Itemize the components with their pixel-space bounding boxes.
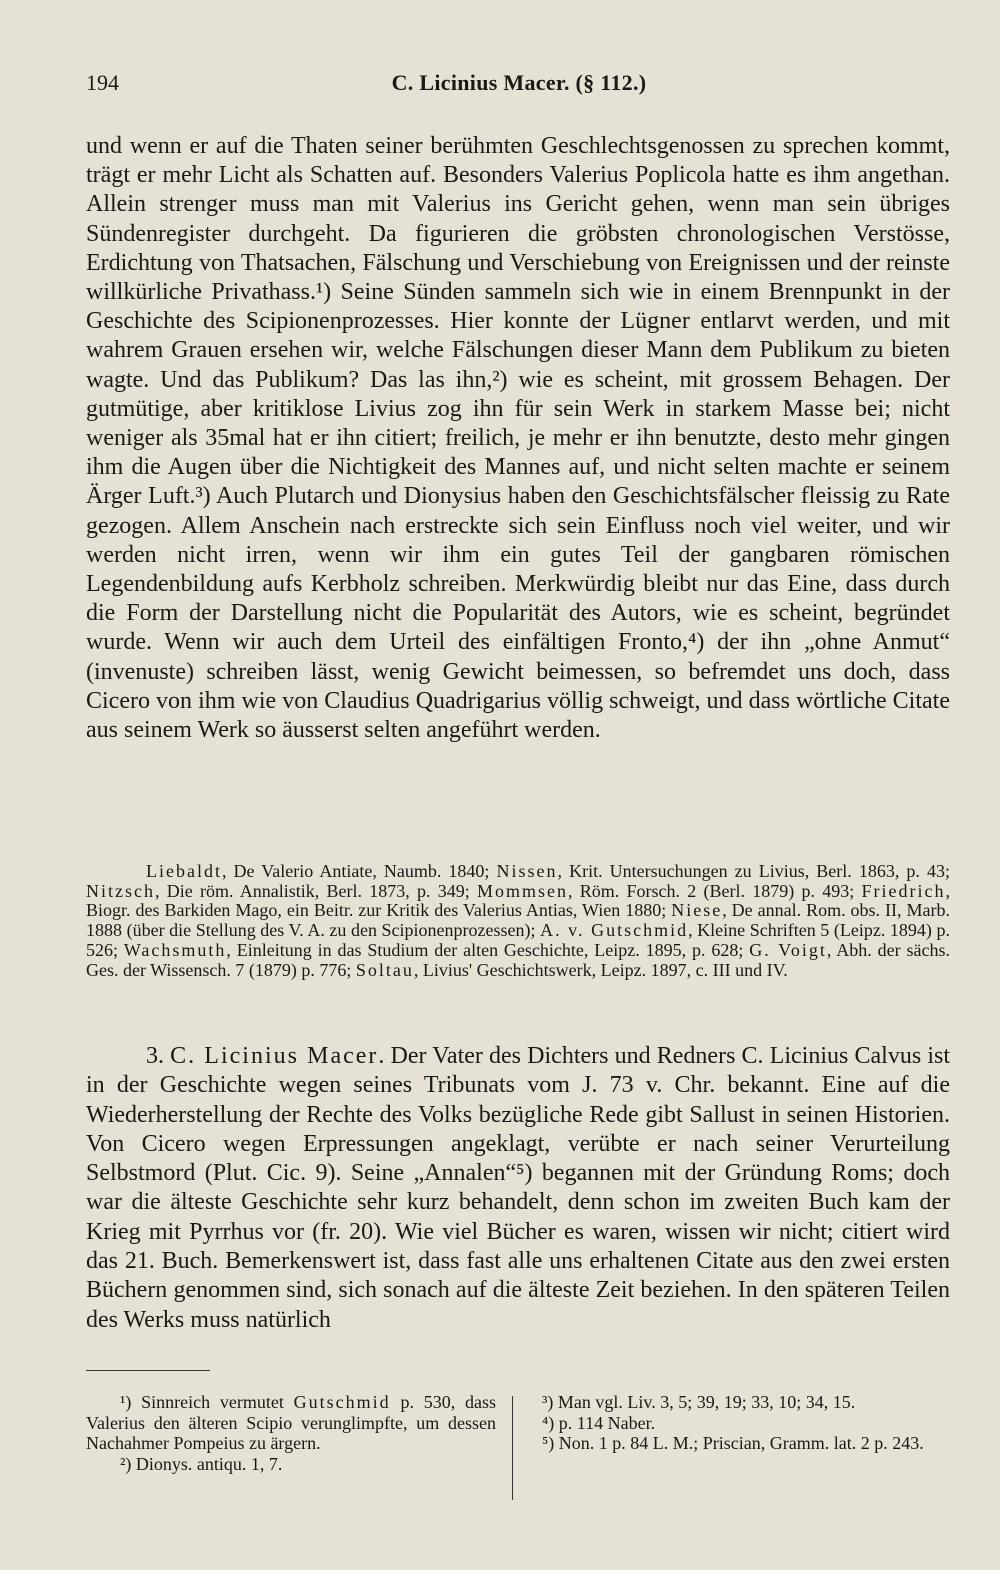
lit-author: Soltau <box>355 959 414 980</box>
lit-author: Niese <box>671 900 723 921</box>
footnote-2: ²) Dionys. antiqu. 1, 7. <box>120 1453 283 1474</box>
section-heading-name: C. Licinius Macer <box>170 1043 379 1069</box>
footnote-5: ⁵) Non. 1 p. 84 L. M.; Priscian, Gramm. lat. 2 p. 243. <box>542 1433 924 1453</box>
footnote-1-author: Gutschmid <box>293 1392 391 1412</box>
section-number: 3. <box>146 1043 171 1069</box>
lit-author: Wachsmuth <box>123 939 227 960</box>
section-paragraph <box>86 1042 950 1335</box>
running-head: C. Licinius Macer. (§ 112.) <box>391 70 647 95</box>
footnote-column-divider <box>512 1396 513 1500</box>
lit-author: Nissen <box>496 861 558 881</box>
lit-text: , De annal. Rom. obs. II, Marb. 1888 (über die Stellung des V. A. zu den Scipionenprozessen); <box>86 900 950 941</box>
lit-author: Friedrich <box>861 880 946 901</box>
main-paragraph: und wenn er auf die Thaten seiner berühmten Geschlechtsgenossen zu sprechen kommt, trägt er mehr Licht als Schatten auf. Besonders Valerius Poplicola hatte es ihm angethan. Allein strenger muss man mit Valerius ins Gericht gehen, wenn man sein übriges Sündenregister durchgeht. Da figurieren die gröbsten chronologischen Verstösse, Erdichtung von Thatsachen, Fälschung und Verschiebung von Ereignissen und der reinste willkürliche Privathass.¹) Seine Sünden sammeln sich wie in einem Brennpunkt in der Geschichte des Scipionenprozesses. Hier konnte der Lügner entlarvt werden, und mit wahrem Grauen ersehen wir, welche Fälschungen dieser Mann dem Publikum zu bieten wagte. Und das Publikum? Das las ihn,²) wie es scheint, mit grossem Behagen. Der gutmütige, aber kritiklose Livius zog ihn für sein Werk in starkem Masse bei; nicht weniger als 35mal hat er ihn citiert; freilich, je mehr er ihn benutzte, desto mehr gingen ihm die Augen über die Nichtigkeit des Mannes auf, und nicht selten machte er seinem Ärger Luft.³) Auch Plutarch und Dionysius haben den Geschichtsfälscher fleissig zu Rate gezogen. Allem Anschein nach erstreckte sich sein Einfluss noch viel weiter, und wir werden nicht irren, wenn wir ihm ein gutes Teil der gangbaren römischen Legendenbildung aufs Kerbholz schreiben. Merkwürdig bleibt nur das Eine, dass durch die Form der Darstellung nicht die Popularität des Autors, wie es scheint, begründet wurde. Wenn wir auch dem Urteil des einfältigen Fronto,⁴) der ihn „ohne Anmut“ (invenuste) schreiben lässt, wenig Gewicht beimessen, so befremdet uns doch, dass Cicero von ihm wie von Claudius Quadrigarius völlig schweigt, und dass wörtliche Citate aus seinem Werk so äusserst selten angeführt werden. <box>86 133 950 744</box>
lit-text: , Abh. der sächs. Ges. der Wissensch. 7 (1879) p. 776; <box>86 939 950 980</box>
page-number: 194 <box>86 70 119 95</box>
footnote-1 <box>86 1392 496 1454</box>
page-header <box>86 70 952 104</box>
lit-text: , Krit. Untersuchungen zu Livius, Berl. 1863, p. 43; <box>557 861 950 881</box>
lit-text: , Die röm. Annalistik, Berl. 1873, p. 349; <box>154 880 477 901</box>
footnote-3: ³) Man vgl. Liv. 3, 5; 39, 19; 33, 10; 34, 15. <box>542 1392 856 1412</box>
literature-paragraph <box>86 862 950 980</box>
footnote-rule <box>86 1370 210 1371</box>
lit-author: Nitzsch <box>86 880 155 901</box>
footnote-4: ⁴) p. 114 Naber. <box>542 1412 656 1433</box>
main-text-block <box>86 132 950 745</box>
section-3 <box>86 1042 950 1335</box>
footnotes-left-column <box>86 1392 496 1474</box>
footnotes-right-column <box>528 1392 948 1454</box>
footnote-1-text-end: p. 530, dass Valerius den älteren Scipio verunglimpfte, um dessen Nachahmer Pompeius zu ärgern. <box>86 1392 496 1453</box>
footnote-1-text: ¹) Sinnreich vermutet <box>120 1392 294 1412</box>
lit-author: Liebaldt <box>146 861 222 881</box>
literature-note <box>86 862 950 980</box>
lit-author: Mommsen <box>476 880 568 901</box>
lit-text: , Einleitung in das Studium der alten Geschichte, Leipz. 1895, p. 628; <box>226 939 750 960</box>
lit-author: A. v. Gutschmid <box>540 920 689 941</box>
lit-text: , De Valerio Antiate, Naumb. 1840; <box>221 861 497 881</box>
lit-author: G. Voigt <box>749 939 827 960</box>
lit-text: , Livius' Geschichtswerk, Leipz. 1897, c. III und IV. <box>413 959 788 980</box>
lit-text: , Kleine Schriften 5 (Leipz. 1894) p. 526; <box>86 920 951 960</box>
section-text: . Der Vater des Dichters und Redners C. Licinius Calvus ist in der Geschichte wegen seines Tribunats vom J. 73 v. Chr. bekannt. Eine auf die Wiederherstellung der Rechte des Volks bezügliche Rede gibt Sallust in seinen Historien. Von Cicero wegen Erpressungen angeklagt, verübte er nach seiner Verurteilung Selbstmord (Plut. Cic. 9). Seine „Annalen“⁵) begannen mit der Gründung Roms; doch war die älteste Geschichte sehr kurz behandelt, denn schon im zweiten Buch kam der Krieg mit Pyrrhus vor (fr. 20). Wie viel Bücher es waren, wissen wir nicht; citiert wird das 21. Buch. Bemerkenswert ist, dass fast alle uns erhaltenen Citate aus den zwei ersten Büchern genommen sind, sich sonach auf die älteste Zeit beziehen. In den späteren Teilen des Werks muss natürlich <box>86 1043 951 1333</box>
lit-text: , Biogr. des Barkiden Mago, ein Beitr. zur Kritik des Valerius Antias, Wien 1880; <box>86 880 950 921</box>
lit-text: , Röm. Forsch. 2 (Berl. 1879) p. 493; <box>568 880 862 901</box>
